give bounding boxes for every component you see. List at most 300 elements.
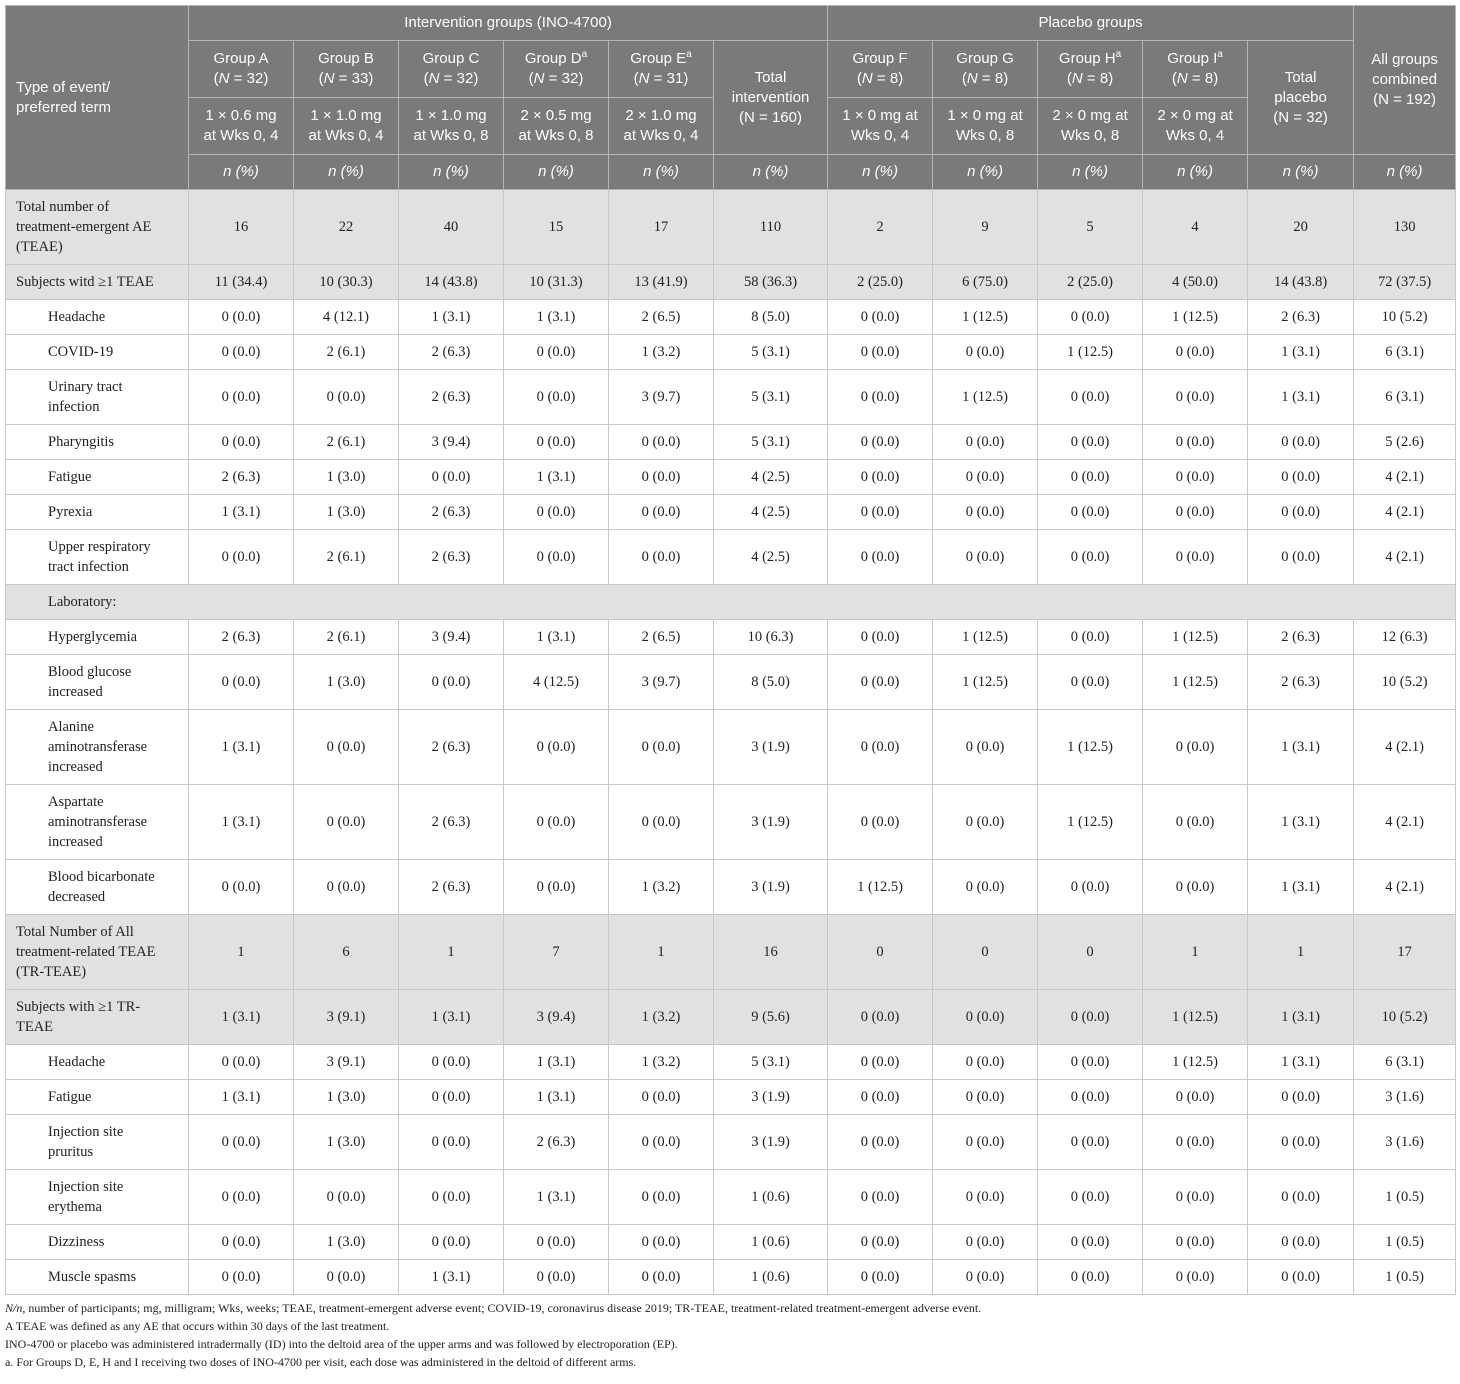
table-cell: 0 (0.0) [933,990,1038,1045]
table-cell: 0 (0.0) [828,710,933,785]
header-unit-label: n (%) [1282,163,1319,180]
header-group-b: Group B (N = 33) [294,41,399,98]
table-cell: 1 (0.6) [714,1225,828,1260]
table-cell: 3 (9.4) [504,990,609,1045]
table-cell: 0 (0.0) [294,785,399,860]
header-unit-n-pct [1038,155,1143,190]
table-cell: 0 (0.0) [189,335,294,370]
row-label [6,710,189,785]
table-cell: 0 (0.0) [933,1115,1038,1170]
table-cell: 4 (2.5) [714,460,828,495]
table-cell: 17 [1354,915,1456,990]
header-group-b-n-symbol: N [323,70,335,87]
table-cell: 0 (0.0) [609,1115,714,1170]
row-label [6,990,189,1045]
table-cell: 1 (0.5) [1354,1260,1456,1295]
table-cell: 0 (0.0) [1038,860,1143,915]
table-cell: 11 (34.4) [189,265,294,300]
table-row [6,655,1456,710]
table-cell: 0 (0.0) [1248,460,1354,495]
row-label-line: Laboratory: [48,594,117,610]
table-row [6,1170,1456,1225]
header-group-a-name: Group A [213,50,269,67]
header-group-h-n: 8 [1099,70,1109,87]
table-cell: 3 (1.9) [714,710,828,785]
header-group-d: Group $D^a$ (N = 32) [504,41,609,98]
table-cell: 0 (0.0) [1248,530,1354,585]
row-label [6,300,189,335]
header-group-g-n: 8 [994,70,1004,87]
header-group-f-n: 8 [889,70,899,87]
table-cell: 0 (0.0) [933,335,1038,370]
header-all-groups-line: All groups [1371,51,1438,68]
row-label-line: Total Number of All [16,924,134,940]
table-row [6,530,1456,585]
table-cell: 1 (3.1) [504,300,609,335]
table-cell: 0 (0.0) [1248,1170,1354,1225]
table-cell: 3 (1.9) [714,1080,828,1115]
table-cell: 1 [189,915,294,990]
table-cell: 3 (1.6) [1354,1080,1456,1115]
table-cell: 0 (0.0) [609,1170,714,1225]
table-cell: 110 [714,190,828,265]
header-intervention-groups: Intervention groups (INO-4700) [189,6,828,41]
table-cell: 0 (0.0) [828,1080,933,1115]
header-all-groups [1354,6,1456,155]
table-cell: 5 [1038,190,1143,265]
header-group-f-dose: 1 × 0 mg at [842,107,918,124]
table-cell: 4 (2.1) [1354,530,1456,585]
table-cell: 0 (0.0) [609,785,714,860]
table-cell: 5 (3.1) [714,425,828,460]
table-cell: 0 (0.0) [828,370,933,425]
table-cell: 6 (3.1) [1354,1045,1456,1080]
table-cell: 0 (0.0) [1038,1080,1143,1115]
table-cell: 0 (0.0) [189,300,294,335]
row-label-line: Muscle spasms [48,1269,137,1285]
table-cell: 0 (0.0) [399,460,504,495]
header-unit-n-pct [399,155,504,190]
table-row [6,300,1456,335]
row-label-line: Subjects with ≥1 TR- [16,999,141,1015]
table-cell: 0 (0.0) [1143,1225,1248,1260]
table-cell: 0 (0.0) [1038,655,1143,710]
table-cell: 0 (0.0) [828,1260,933,1295]
header-event-type-line: preferred term [16,98,112,116]
row-label [6,655,189,710]
table-cell: 0 (0.0) [504,370,609,425]
table-cell: 1 (3.1) [399,1260,504,1295]
table-cell: 130 [1354,190,1456,265]
header-event-type-line: Type of event/ [16,78,111,96]
header-group-f-name: Group F [852,50,908,67]
table-cell: 1 (0.5) [1354,1170,1456,1225]
table-cell: 2 (6.1) [294,425,399,460]
table-cell: 1 (12.5) [1143,300,1248,335]
table-cell: 0 (0.0) [189,1170,294,1225]
table-cell: 1 (12.5) [1143,1045,1248,1080]
row-label [6,620,189,655]
row-label-line: COVID-19 [48,344,114,360]
table-cell: 1 (12.5) [1143,990,1248,1045]
table-cell: 2 (6.3) [189,460,294,495]
header-row-groups [6,41,1456,98]
header-group-c-n-symbol: N [428,70,440,87]
header-all-groups-line: combined [1372,71,1438,88]
table-cell: 0 (0.0) [1038,300,1143,335]
header-group-d-dose: 2 × 0.5 mg [520,107,592,124]
header-group-c: Group C (N = 32) [399,41,504,98]
header-group-i: Group $I^a$ (N = 8) [1143,41,1248,98]
table-cell: 10 (5.2) [1354,990,1456,1045]
table-cell: 0 (0.0) [504,785,609,860]
table-cell: 0 (0.0) [1248,495,1354,530]
header-group-d-dosing [504,98,609,155]
row-label-line: Alanine [48,719,94,735]
table-cell: 1 (12.5) [933,620,1038,655]
table-cell: 0 [828,915,933,990]
table-row [6,370,1456,425]
table-cell: 1 (12.5) [1038,710,1143,785]
header-unit-label: n (%) [538,163,574,180]
table-cell: 2 (6.3) [399,710,504,785]
header-unit-label: n (%) [1177,163,1213,180]
header-total-intervention [714,41,828,155]
table-cell: 1 (3.0) [294,1080,399,1115]
table-cell: 1 [399,915,504,990]
table-cell: 15 [504,190,609,265]
table-cell: 0 (0.0) [828,1170,933,1225]
table-cell: 1 [609,915,714,990]
table-cell: 1 (3.1) [189,1080,294,1115]
table-cell: 3 (1.9) [714,1115,828,1170]
table-cell: 0 (0.0) [399,1170,504,1225]
table-cell: 5 (3.1) [714,335,828,370]
row-label [6,335,189,370]
table-cell: 7 [504,915,609,990]
header-unit-n-pct [1248,155,1354,190]
table-cell: 2 (6.1) [294,620,399,655]
header-group-g-n-symbol: N [966,70,978,87]
table-cell: 0 [933,915,1038,990]
table-cell: 0 (0.0) [1248,1260,1354,1295]
table-cell: 0 (0.0) [399,1225,504,1260]
header-group-h-name: Group H [1058,50,1116,67]
header-unit-n-pct [1354,155,1456,190]
row-label [6,530,189,585]
row-label-line: Upper respiratory [48,539,151,555]
table-cell: 0 (0.0) [189,655,294,710]
table-container [5,5,1455,1371]
table-cell: 0 (0.0) [828,990,933,1045]
table-cell: 0 (0.0) [504,1260,609,1295]
header-total-placebo [1248,41,1354,155]
footnote-administration: INO-4700 or placebo was administered intradermally (ID) into the deltoid area of the upper arms and was followed by electroporation (EP). [5,1337,678,1351]
table-cell: 4 (12.5) [504,655,609,710]
table-cell: 0 (0.0) [1143,495,1248,530]
table-cell: 1 (3.1) [189,495,294,530]
header-total-intervention-line: (N = 160) [739,108,802,126]
table-cell: 0 (0.0) [1143,425,1248,460]
header-group-h-n-symbol: N [1071,70,1083,87]
header-group-e-n: 31 [666,70,684,87]
header-group-i-dosing [1143,98,1248,155]
header-placebo-groups: Placebo groups [828,6,1354,41]
row-label [6,190,189,265]
table-cell: 1 (3.1) [1248,335,1354,370]
table-cell: 0 (0.0) [189,1260,294,1295]
table-cell: 5 (2.6) [1354,425,1456,460]
header-unit-label: n (%) [1072,163,1108,180]
footnote-abbrev-text: , number of participants; mg, milligram; Wks, weeks; TEAE, treatment-emergent adverse event; COVID-19, coronavirus disease 2019; TR-TEAE, treatment-related treatment-emergent adverse event. [22,1301,982,1315]
row-label-line: increased [48,684,103,700]
table-cell: 0 (0.0) [399,1045,504,1080]
row-label-line: (TEAE) [16,239,63,255]
footnote-abbrev-lead: N/n [5,1301,23,1315]
table-cell: 4 (50.0) [1143,265,1248,300]
table-cell: 0 (0.0) [828,460,933,495]
table-cell: 0 (0.0) [294,1170,399,1225]
header-unit-n-pct [294,155,399,190]
table-cell: 0 (0.0) [828,335,933,370]
adverse-events-table [5,5,1456,1295]
header-unit-label: n (%) [752,163,789,180]
header-group-b-dosing [294,98,399,155]
table-cell: 1 (12.5) [1143,655,1248,710]
row-label [6,1045,189,1080]
header-group-i-dose: 2 × 0 mg at [1157,107,1233,124]
table-cell: 4 (2.1) [1354,710,1456,785]
table-cell: 0 (0.0) [1143,370,1248,425]
table-cell: 0 (0.0) [828,620,933,655]
table-cell: 6 (75.0) [933,265,1038,300]
header-group-e-schedule: at Wks 0, 4 [623,127,699,144]
table-cell: 1 (3.0) [294,1225,399,1260]
table-cell: 1 (3.0) [294,655,399,710]
table-cell: 0 (0.0) [1248,1225,1354,1260]
row-label-line: tract infection [48,559,129,575]
table-cell: 0 (0.0) [504,425,609,460]
header-unit-label: n (%) [223,163,259,180]
table-cell: 0 (0.0) [828,495,933,530]
table-cell: 0 (0.0) [399,655,504,710]
table-cell: 0 (0.0) [1143,460,1248,495]
table-cell: 9 [933,190,1038,265]
header-group-e-dosing [609,98,714,155]
header-group-h: Group $H^a$ (N = 8) [1038,41,1143,98]
header-unit-n-pct [714,155,828,190]
table-cell: 3 (9.4) [399,620,504,655]
table-row [6,860,1456,915]
table-cell: 16 [714,915,828,990]
header-group-a-n-symbol: N [218,70,230,87]
table-cell: 1 (12.5) [933,370,1038,425]
table-cell: 0 (0.0) [1038,1045,1143,1080]
table-cell: 0 (0.0) [828,655,933,710]
header-group-a-schedule: at Wks 0, 4 [203,127,279,144]
table-cell: 1 (0.6) [714,1260,828,1295]
footnote-teae-definition: A TEAE was defined as any AE that occurs within 30 days of the last treatment. [5,1319,390,1333]
header-unit-n-pct [1143,155,1248,190]
row-label [6,860,189,915]
table-cell: 0 (0.0) [828,530,933,585]
header-group-e-name: Group E [630,50,687,67]
table-cell: 2 (6.5) [609,620,714,655]
row-label [6,370,189,425]
table-cell: 0 (0.0) [933,460,1038,495]
footnotes [5,1299,1455,1371]
table-row [6,1045,1456,1080]
row-label-line: aminotransferase [48,739,148,755]
table-row [6,1080,1456,1115]
table-cell: 2 (6.1) [294,530,399,585]
table-cell: 0 (0.0) [933,530,1038,585]
table-cell: 20 [1248,190,1354,265]
footnote-abbreviations [5,1299,1455,1317]
table-cell: 0 (0.0) [828,1115,933,1170]
header-group-c-dosing [399,98,504,155]
header-group-g-dose: 1 × 0 mg at [947,107,1023,124]
table-cell: 4 (2.5) [714,530,828,585]
row-label [6,915,189,990]
header-group-e: Group $E^a$ (N = 31) [609,41,714,98]
header-group-d-schedule: at Wks 0, 8 [518,127,594,144]
table-cell: 0 (0.0) [1143,1115,1248,1170]
row-label [6,585,1456,620]
table-cell: 0 (0.0) [504,1225,609,1260]
table-cell: 2 (6.3) [399,370,504,425]
table-cell: 0 (0.0) [504,710,609,785]
header-unit-label: n (%) [643,163,679,180]
header-total-placebo-line: placebo [1274,88,1327,106]
table-cell: 0 (0.0) [294,370,399,425]
table-cell: 0 (0.0) [933,495,1038,530]
table-cell: 2 (6.5) [609,300,714,335]
table-cell: 0 (0.0) [189,425,294,460]
table-cell: 1 (3.1) [189,990,294,1045]
row-label [6,1170,189,1225]
table-cell: 0 (0.0) [933,1170,1038,1225]
row-label-line: Total number of [16,199,110,215]
table-row [6,785,1456,860]
table-cell: 8 (5.0) [714,300,828,335]
header-row-spans [6,6,1456,41]
row-label-line: Pyrexia [48,504,93,520]
table-cell: 0 (0.0) [189,860,294,915]
table-cell: 0 (0.0) [1143,1170,1248,1225]
header-group-d-name: Group D [524,50,582,67]
table-cell: 0 (0.0) [933,860,1038,915]
row-label-line: increased [48,834,103,850]
table-cell: 0 (0.0) [933,1080,1038,1115]
header-row-units [6,155,1456,190]
header-unit-n-pct [504,155,609,190]
table-cell: 1 (0.5) [1354,1225,1456,1260]
table-cell: 14 (43.8) [399,265,504,300]
table-row [6,495,1456,530]
table-cell: 0 (0.0) [609,495,714,530]
table-cell: 0 (0.0) [504,495,609,530]
table-cell: 0 (0.0) [189,1045,294,1080]
header-group-b-n: 33 [351,70,369,87]
table-cell: 1 (3.0) [294,495,399,530]
table-cell: 1 (3.1) [504,1045,609,1080]
table-cell: 0 (0.0) [504,335,609,370]
header-event-type [6,6,189,190]
row-label-line: Fatigue [48,1089,92,1105]
header-unit-n-pct [828,155,933,190]
table-cell: 2 (6.3) [1248,620,1354,655]
header-group-b-name: Group B [318,50,374,67]
header-group-a-dosing [189,98,294,155]
table-cell: 2 (6.1) [294,335,399,370]
row-label-line: (TR-TEAE) [16,964,87,980]
table-cell: 1 (3.1) [504,1080,609,1115]
table-cell: 0 (0.0) [1038,1115,1143,1170]
table-cell: 0 (0.0) [828,300,933,335]
table-cell: 2 (6.3) [399,495,504,530]
table-cell: 0 (0.0) [294,710,399,785]
table-row [6,990,1456,1045]
table-cell: 0 (0.0) [1038,460,1143,495]
table-cell: 58 (36.3) [714,265,828,300]
header-group-e-n-symbol: N [638,70,650,87]
header-unit-label: n (%) [967,163,1003,180]
table-cell: 0 (0.0) [1038,1170,1143,1225]
row-label-line: treatment-emergent AE [16,219,152,235]
table-cell: 1 (12.5) [933,300,1038,335]
header-group-a: Group A (N = 32) [189,41,294,98]
table-cell: 3 (9.7) [609,655,714,710]
row-label-line: aminotransferase [48,814,148,830]
header-unit-n-pct [933,155,1038,190]
table-cell: 0 (0.0) [1143,530,1248,585]
table-cell: 0 (0.0) [1143,335,1248,370]
header-group-i-sup: a [1217,49,1223,60]
row-label [6,1115,189,1170]
table-cell: 0 (0.0) [609,460,714,495]
table-cell: 2 (6.3) [1248,300,1354,335]
table-cell: 2 (6.3) [399,860,504,915]
table-cell: 1 (12.5) [828,860,933,915]
header-group-i-name: Group I [1167,50,1218,67]
row-label [6,1225,189,1260]
table-cell: 1 (3.2) [609,860,714,915]
table-cell: 0 (0.0) [933,710,1038,785]
table-cell: 5 (3.1) [714,370,828,425]
header-group-c-dose: 1 × 1.0 mg [415,107,487,124]
header-all-groups-line: (N = 192) [1373,91,1437,108]
row-label-line: Blood bicarbonate [48,869,155,885]
header-group-i-n-symbol: N [1176,70,1188,87]
table-cell: 12 (6.3) [1354,620,1456,655]
header-total-placebo-line: (N = 32) [1273,108,1328,126]
table-cell: 5 (3.1) [714,1045,828,1080]
table-cell: 0 (0.0) [1143,710,1248,785]
table-cell: 9 (5.6) [714,990,828,1045]
header-group-e-dose: 2 × 1.0 mg [625,107,697,124]
row-label-line: infection [48,399,100,415]
table-cell: 1 (3.1) [1248,990,1354,1045]
table-cell: 1 (3.0) [294,1115,399,1170]
table-cell: 10 (30.3) [294,265,399,300]
header-unit-label: n (%) [433,163,469,180]
table-cell: 17 [609,190,714,265]
header-total-intervention-line: Total [754,68,787,86]
table-cell: 1 (3.1) [1248,710,1354,785]
header-group-a-dose: 1 × 0.6 mg [205,107,277,124]
table-cell: 2 (25.0) [1038,265,1143,300]
